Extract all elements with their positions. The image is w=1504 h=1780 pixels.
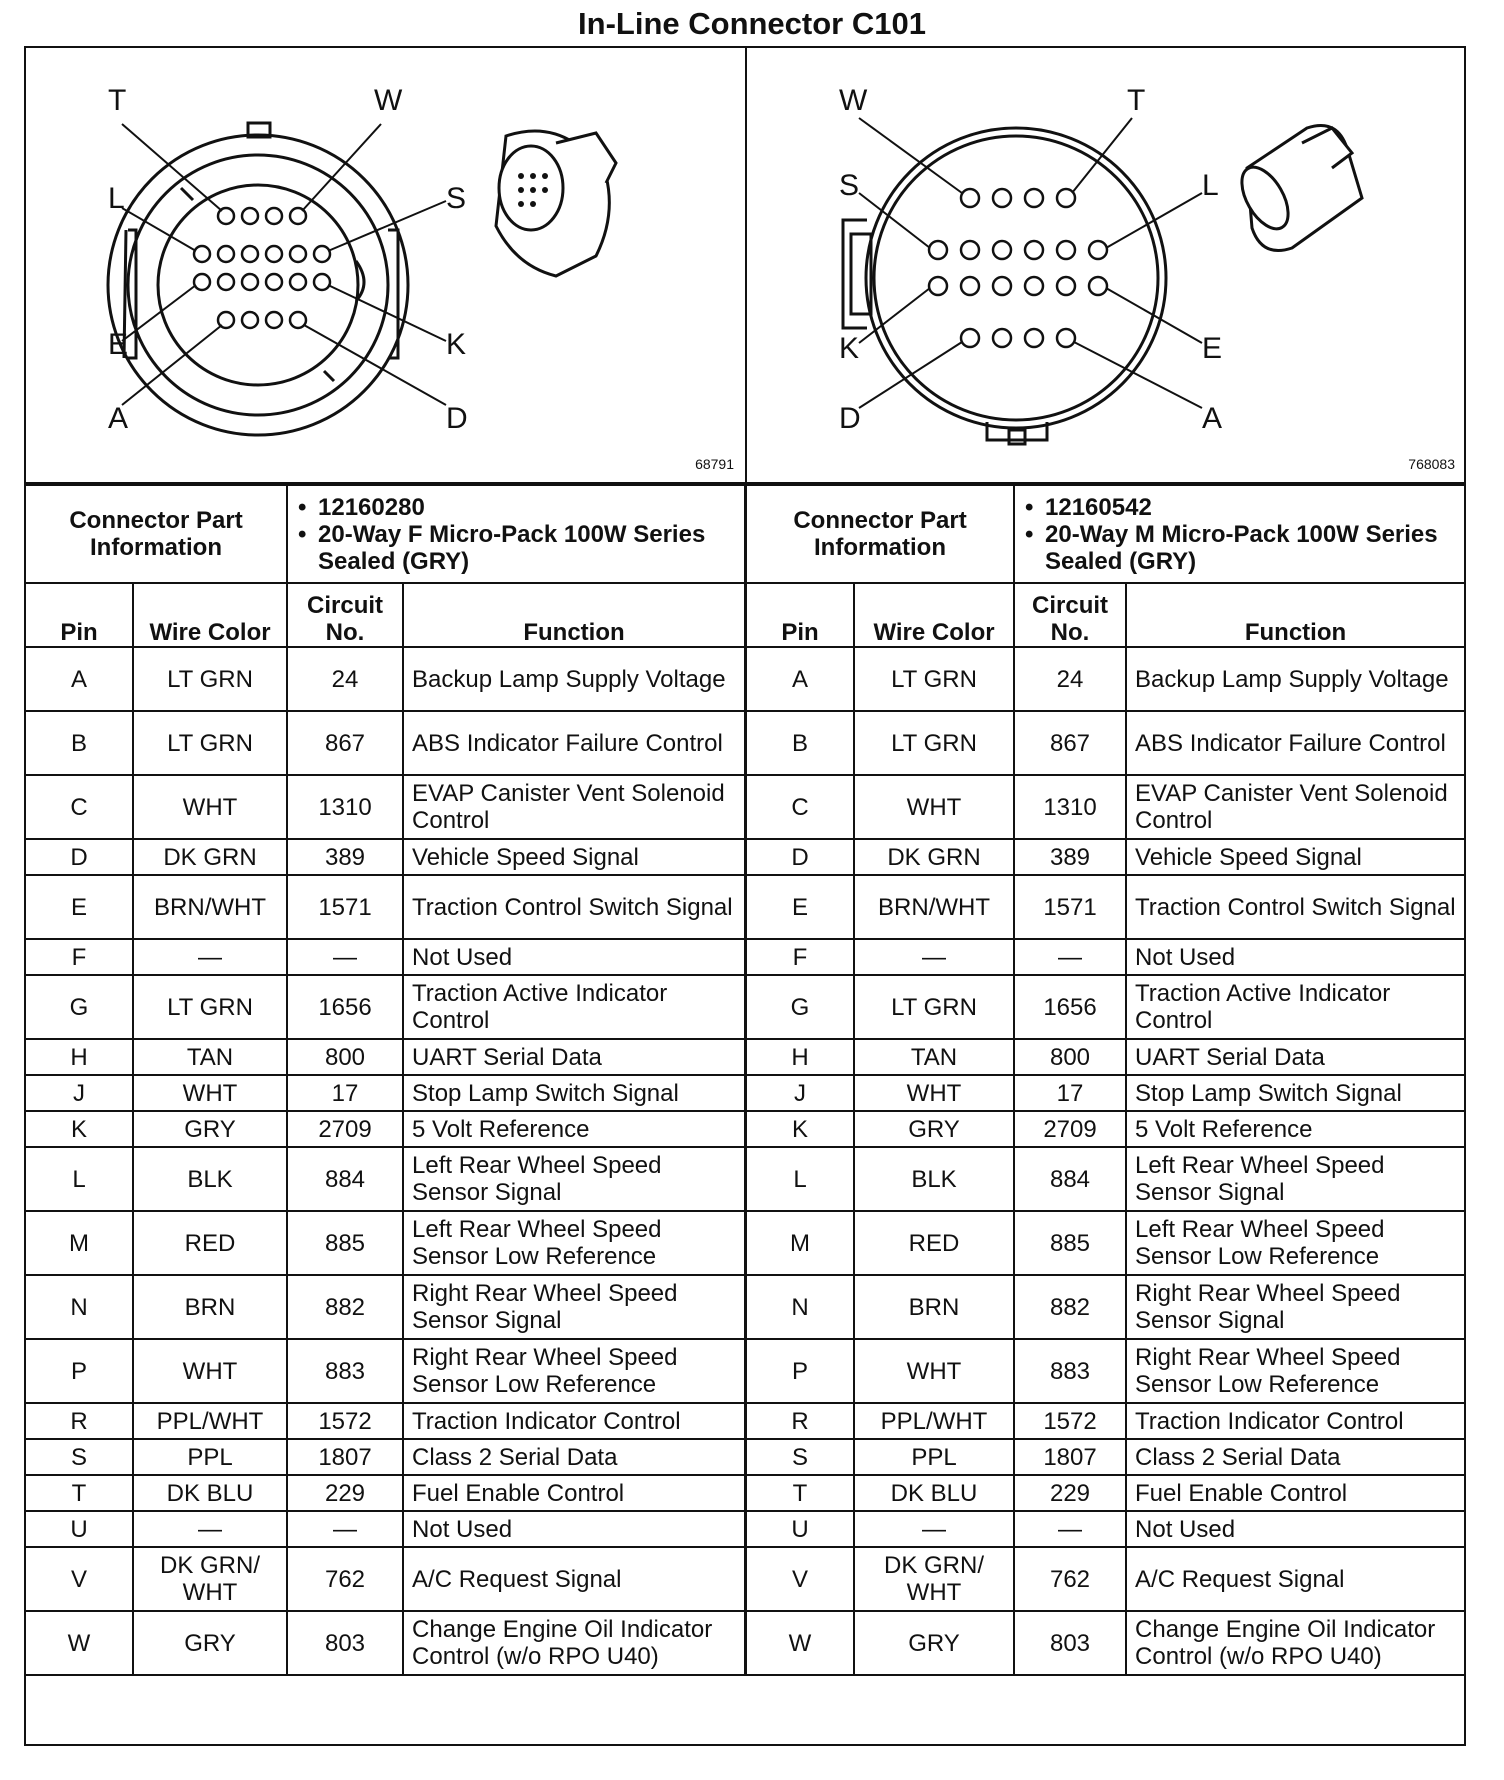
circuit-cell: 1571 [287,875,403,939]
part-info-row [746,485,1465,583]
function-cell: Left Rear Wheel Speed Sensor Signal [1126,1147,1465,1211]
wire-color-cell: LT GRN [854,975,1014,1039]
connector-part-label: Connector Part Information [746,485,1014,583]
wire-color-cell: TAN [854,1039,1014,1075]
wire-color-cell: PPL/WHT [133,1403,287,1439]
part-info-values [1014,485,1465,583]
table-row [746,775,1465,839]
pin-cell: A [25,647,133,711]
header-wire-color: Wire Color [133,583,287,647]
circuit-cell: 762 [1014,1547,1126,1611]
table-row [746,1275,1465,1339]
circuit-cell: 803 [287,1611,403,1675]
right-label-S: S [839,169,860,202]
circuit-cell: 2709 [287,1111,403,1147]
table-row [25,1475,745,1511]
function-cell: UART Serial Data [1126,1039,1465,1075]
function-cell: UART Serial Data [403,1039,745,1075]
circuit-cell: 1572 [287,1403,403,1439]
circuit-cell: 24 [287,647,403,711]
circuit-cell: 882 [287,1275,403,1339]
wire-color-cell: BLK [133,1147,287,1211]
wire-color-cell: WHT [854,1075,1014,1111]
pin-cell: K [746,1111,854,1147]
pin-cell: V [746,1547,854,1611]
circuit-cell: 762 [287,1547,403,1611]
right-label-K: K [839,332,860,365]
table-row [746,1475,1465,1511]
pin-cell: F [746,939,854,975]
figure-number: 68791 [695,456,734,472]
pin-cell: A [746,647,854,711]
table-row [746,1039,1465,1075]
pin-cell: E [25,875,133,939]
circuit-cell: 389 [1014,839,1126,875]
wire-color-cell: BRN [133,1275,287,1339]
pin-cell: E [746,875,854,939]
function-cell: Fuel Enable Control [1126,1475,1465,1511]
table-row [746,839,1465,875]
wire-color-cell: DK BLU [133,1475,287,1511]
table-row [746,1403,1465,1439]
table-row [746,1111,1465,1147]
pin-cell: J [746,1075,854,1111]
function-cell: Right Rear Wheel Speed Sensor Low Reference [1126,1339,1465,1403]
part-number: • 12160542 [1023,494,1456,521]
table-row [746,711,1465,775]
pin-cell: V [25,1547,133,1611]
right-label-D: D [839,402,861,435]
figure-number: 768083 [1408,456,1455,472]
circuit-cell: 1807 [287,1439,403,1475]
table-row [25,1403,745,1439]
table-row [25,975,745,1039]
circuit-cell: 229 [287,1475,403,1511]
circuit-cell: 803 [1014,1611,1126,1675]
male-pinout-table [745,484,1466,1676]
table-row [746,939,1465,975]
wire-color-cell: PPL [854,1439,1014,1475]
function-cell: Backup Lamp Supply Voltage [403,647,745,711]
function-cell: Traction Active Indicator Control [403,975,745,1039]
table-row [25,839,745,875]
function-cell: Class 2 Serial Data [1126,1439,1465,1475]
table-row [746,647,1465,711]
circuit-cell: 885 [287,1211,403,1275]
wire-color-cell: GRY [133,1611,287,1675]
table-row [746,1075,1465,1111]
wire-color-cell: DK GRN [133,839,287,875]
header-wire-color: Wire Color [854,583,1014,647]
function-cell: 5 Volt Reference [1126,1111,1465,1147]
circuit-cell: 800 [287,1039,403,1075]
right-label-T: T [1127,84,1146,117]
circuit-cell: 229 [1014,1475,1126,1511]
function-cell: Traction Active Indicator Control [1126,975,1465,1039]
part-description: • 20-Way F Micro-Pack 100W Series Sealed (GRY) [296,521,736,575]
pin-cell: G [25,975,133,1039]
table-row [25,1339,745,1403]
right-label-W: W [839,84,868,117]
circuit-cell: 885 [1014,1211,1126,1275]
wire-color-cell: BRN/WHT [854,875,1014,939]
table-row [25,1547,745,1611]
header-function: Function [403,583,745,647]
header-row [25,583,745,647]
function-cell: Traction Control Switch Signal [403,875,745,939]
circuit-cell: 1572 [1014,1403,1126,1439]
table-row [746,1611,1465,1675]
pin-cell: S [25,1439,133,1475]
pin-cell: N [25,1275,133,1339]
function-cell: Right Rear Wheel Speed Sensor Signal [1126,1275,1465,1339]
wire-color-cell: BRN/WHT [133,875,287,939]
wire-color-cell: WHT [133,1075,287,1111]
male-connector-diagram [747,48,1467,482]
table-row [25,711,745,775]
function-cell: ABS Indicator Failure Control [1126,711,1465,775]
function-cell: Class 2 Serial Data [403,1439,745,1475]
pin-cell: W [746,1611,854,1675]
pin-cell: D [746,839,854,875]
wire-color-cell: — [133,939,287,975]
circuit-cell: 800 [1014,1039,1126,1075]
header-pin: Pin [746,583,854,647]
function-cell: Not Used [1126,1511,1465,1547]
table-row [25,1211,745,1275]
wire-color-cell: RED [133,1211,287,1275]
table-row [25,1075,745,1111]
wire-color-cell: — [854,1511,1014,1547]
wire-color-cell: BLK [854,1147,1014,1211]
function-cell: Fuel Enable Control [403,1475,745,1511]
wire-color-cell: WHT [133,1339,287,1403]
table-row [25,939,745,975]
table-row [25,1147,745,1211]
wire-color-cell: GRY [854,1611,1014,1675]
function-cell: Left Rear Wheel Speed Sensor Signal [403,1147,745,1211]
function-cell: Traction Indicator Control [403,1403,745,1439]
pin-cell: U [746,1511,854,1547]
function-cell: Vehicle Speed Signal [1126,839,1465,875]
wire-color-cell: LT GRN [854,647,1014,711]
pin-cell: J [25,1075,133,1111]
wire-color-cell: — [854,939,1014,975]
left-label-T: T [108,84,127,117]
function-cell: Backup Lamp Supply Voltage [1126,647,1465,711]
left-label-D: D [446,402,468,435]
function-cell: Traction Control Switch Signal [1126,875,1465,939]
wire-color-cell: PPL/WHT [854,1403,1014,1439]
wire-color-cell: LT GRN [854,711,1014,775]
table-row [25,1275,745,1339]
circuit-cell: 24 [1014,647,1126,711]
right-label-L: L [1202,169,1219,202]
table-row [746,1439,1465,1475]
function-cell: EVAP Canister Vent Solenoid Control [403,775,745,839]
circuit-cell: 2709 [1014,1111,1126,1147]
pin-cell: P [25,1339,133,1403]
function-cell: 5 Volt Reference [403,1111,745,1147]
pin-cell: L [746,1147,854,1211]
circuit-cell: 17 [287,1075,403,1111]
table-row [25,775,745,839]
pin-cell: B [746,711,854,775]
left-label-S: S [446,182,467,215]
function-cell: EVAP Canister Vent Solenoid Control [1126,775,1465,839]
part-description: • 20-Way M Micro-Pack 100W Series Sealed (GRY) [1023,521,1456,575]
wire-color-cell: DK GRN/ WHT [133,1547,287,1611]
pin-cell: N [746,1275,854,1339]
table-row [746,1339,1465,1403]
pin-cell: S [746,1439,854,1475]
circuit-cell: 1807 [1014,1439,1126,1475]
wire-color-cell: — [133,1511,287,1547]
pin-cell: L [25,1147,133,1211]
function-cell: Left Rear Wheel Speed Sensor Low Reference [403,1211,745,1275]
pin-cell: R [746,1403,854,1439]
wire-color-cell: WHT [854,775,1014,839]
wire-color-cell: LT GRN [133,711,287,775]
function-cell: Stop Lamp Switch Signal [403,1075,745,1111]
pin-cell: B [25,711,133,775]
circuit-cell: 882 [1014,1275,1126,1339]
pin-cell: R [25,1403,133,1439]
table-row [25,1611,745,1675]
circuit-cell: 1571 [1014,875,1126,939]
pin-cell: G [746,975,854,1039]
function-cell: Change Engine Oil Indicator Control (w/o RPO U40) [403,1611,745,1675]
male-connector-drawing [747,48,1467,482]
wire-color-cell: GRY [133,1111,287,1147]
header-circuit: Circuit No. [287,583,403,647]
function-cell: Right Rear Wheel Speed Sensor Low Reference [403,1339,745,1403]
pin-cell: D [25,839,133,875]
header-circuit: Circuit No. [1014,583,1126,647]
function-cell: ABS Indicator Failure Control [403,711,745,775]
function-cell: A/C Request Signal [403,1547,745,1611]
table-row [746,1211,1465,1275]
table-row [746,1147,1465,1211]
wire-color-cell: WHT [854,1339,1014,1403]
pin-cell: P [746,1339,854,1403]
pin-cell: H [746,1039,854,1075]
header-pin: Pin [25,583,133,647]
circuit-cell: — [287,939,403,975]
part-number: • 12160280 [296,494,736,521]
wire-color-cell: RED [854,1211,1014,1275]
left-label-K: K [446,328,467,361]
header-function: Function [1126,583,1465,647]
table-row [746,1547,1465,1611]
wire-color-cell: WHT [133,775,287,839]
wire-color-cell: PPL [133,1439,287,1475]
function-cell: A/C Request Signal [1126,1547,1465,1611]
part-info-values [287,485,745,583]
function-cell: Stop Lamp Switch Signal [1126,1075,1465,1111]
circuit-cell: 867 [287,711,403,775]
circuit-cell: 1310 [1014,775,1126,839]
female-pinout-table [24,484,746,1676]
circuit-cell: 1310 [287,775,403,839]
pin-cell: C [25,775,133,839]
circuit-cell: 867 [1014,711,1126,775]
function-cell: Change Engine Oil Indicator Control (w/o RPO U40) [1126,1611,1465,1675]
right-label-E: E [1202,332,1223,365]
left-label-A: A [108,402,129,435]
right-label-A: A [1202,402,1223,435]
table-row [25,875,745,939]
table-row [746,975,1465,1039]
circuit-cell: 884 [1014,1147,1126,1211]
table-row [25,1439,745,1475]
wire-color-cell: TAN [133,1039,287,1075]
function-cell: Traction Indicator Control [1126,1403,1465,1439]
pin-cell: M [746,1211,854,1275]
circuit-cell: 884 [287,1147,403,1211]
left-label-W: W [374,84,403,117]
function-cell: Not Used [403,939,745,975]
pin-cell: M [25,1211,133,1275]
connector-part-label: Connector Part Information [25,485,287,583]
function-cell: Not Used [403,1511,745,1547]
wire-color-cell: DK BLU [854,1475,1014,1511]
table-row [25,1039,745,1075]
female-connector-drawing [26,48,746,482]
table-row [25,1111,745,1147]
circuit-cell: 1656 [287,975,403,1039]
table-row [25,1511,745,1547]
wire-color-cell: GRY [854,1111,1014,1147]
circuit-cell: 17 [1014,1075,1126,1111]
table-row [746,875,1465,939]
pin-cell: K [25,1111,133,1147]
pin-cell: U [25,1511,133,1547]
circuit-cell: 883 [287,1339,403,1403]
circuit-cell: 883 [1014,1339,1126,1403]
wire-color-cell: BRN [854,1275,1014,1339]
circuit-cell: — [287,1511,403,1547]
function-cell: Vehicle Speed Signal [403,839,745,875]
left-label-L: L [108,182,125,215]
circuit-cell: 1656 [1014,975,1126,1039]
left-label-E: E [108,328,129,361]
table-row [746,1511,1465,1547]
function-cell: Not Used [1126,939,1465,975]
wire-color-cell: DK GRN [854,839,1014,875]
page-title: In-Line Connector C101 [578,6,926,41]
wire-color-cell: LT GRN [133,975,287,1039]
pin-cell: W [25,1611,133,1675]
function-cell: Left Rear Wheel Speed Sensor Low Reference [1126,1211,1465,1275]
female-connector-diagram [26,48,746,482]
circuit-cell: 389 [287,839,403,875]
wire-color-cell: DK GRN/ WHT [854,1547,1014,1611]
circuit-cell: — [1014,1511,1126,1547]
pin-cell: T [746,1475,854,1511]
pin-cell: H [25,1039,133,1075]
pin-cell: T [25,1475,133,1511]
table-row [25,647,745,711]
wire-color-cell: LT GRN [133,647,287,711]
function-cell: Right Rear Wheel Speed Sensor Signal [403,1275,745,1339]
pin-cell: F [25,939,133,975]
header-row [746,583,1465,647]
pin-cell: C [746,775,854,839]
circuit-cell: — [1014,939,1126,975]
part-info-row [25,485,745,583]
